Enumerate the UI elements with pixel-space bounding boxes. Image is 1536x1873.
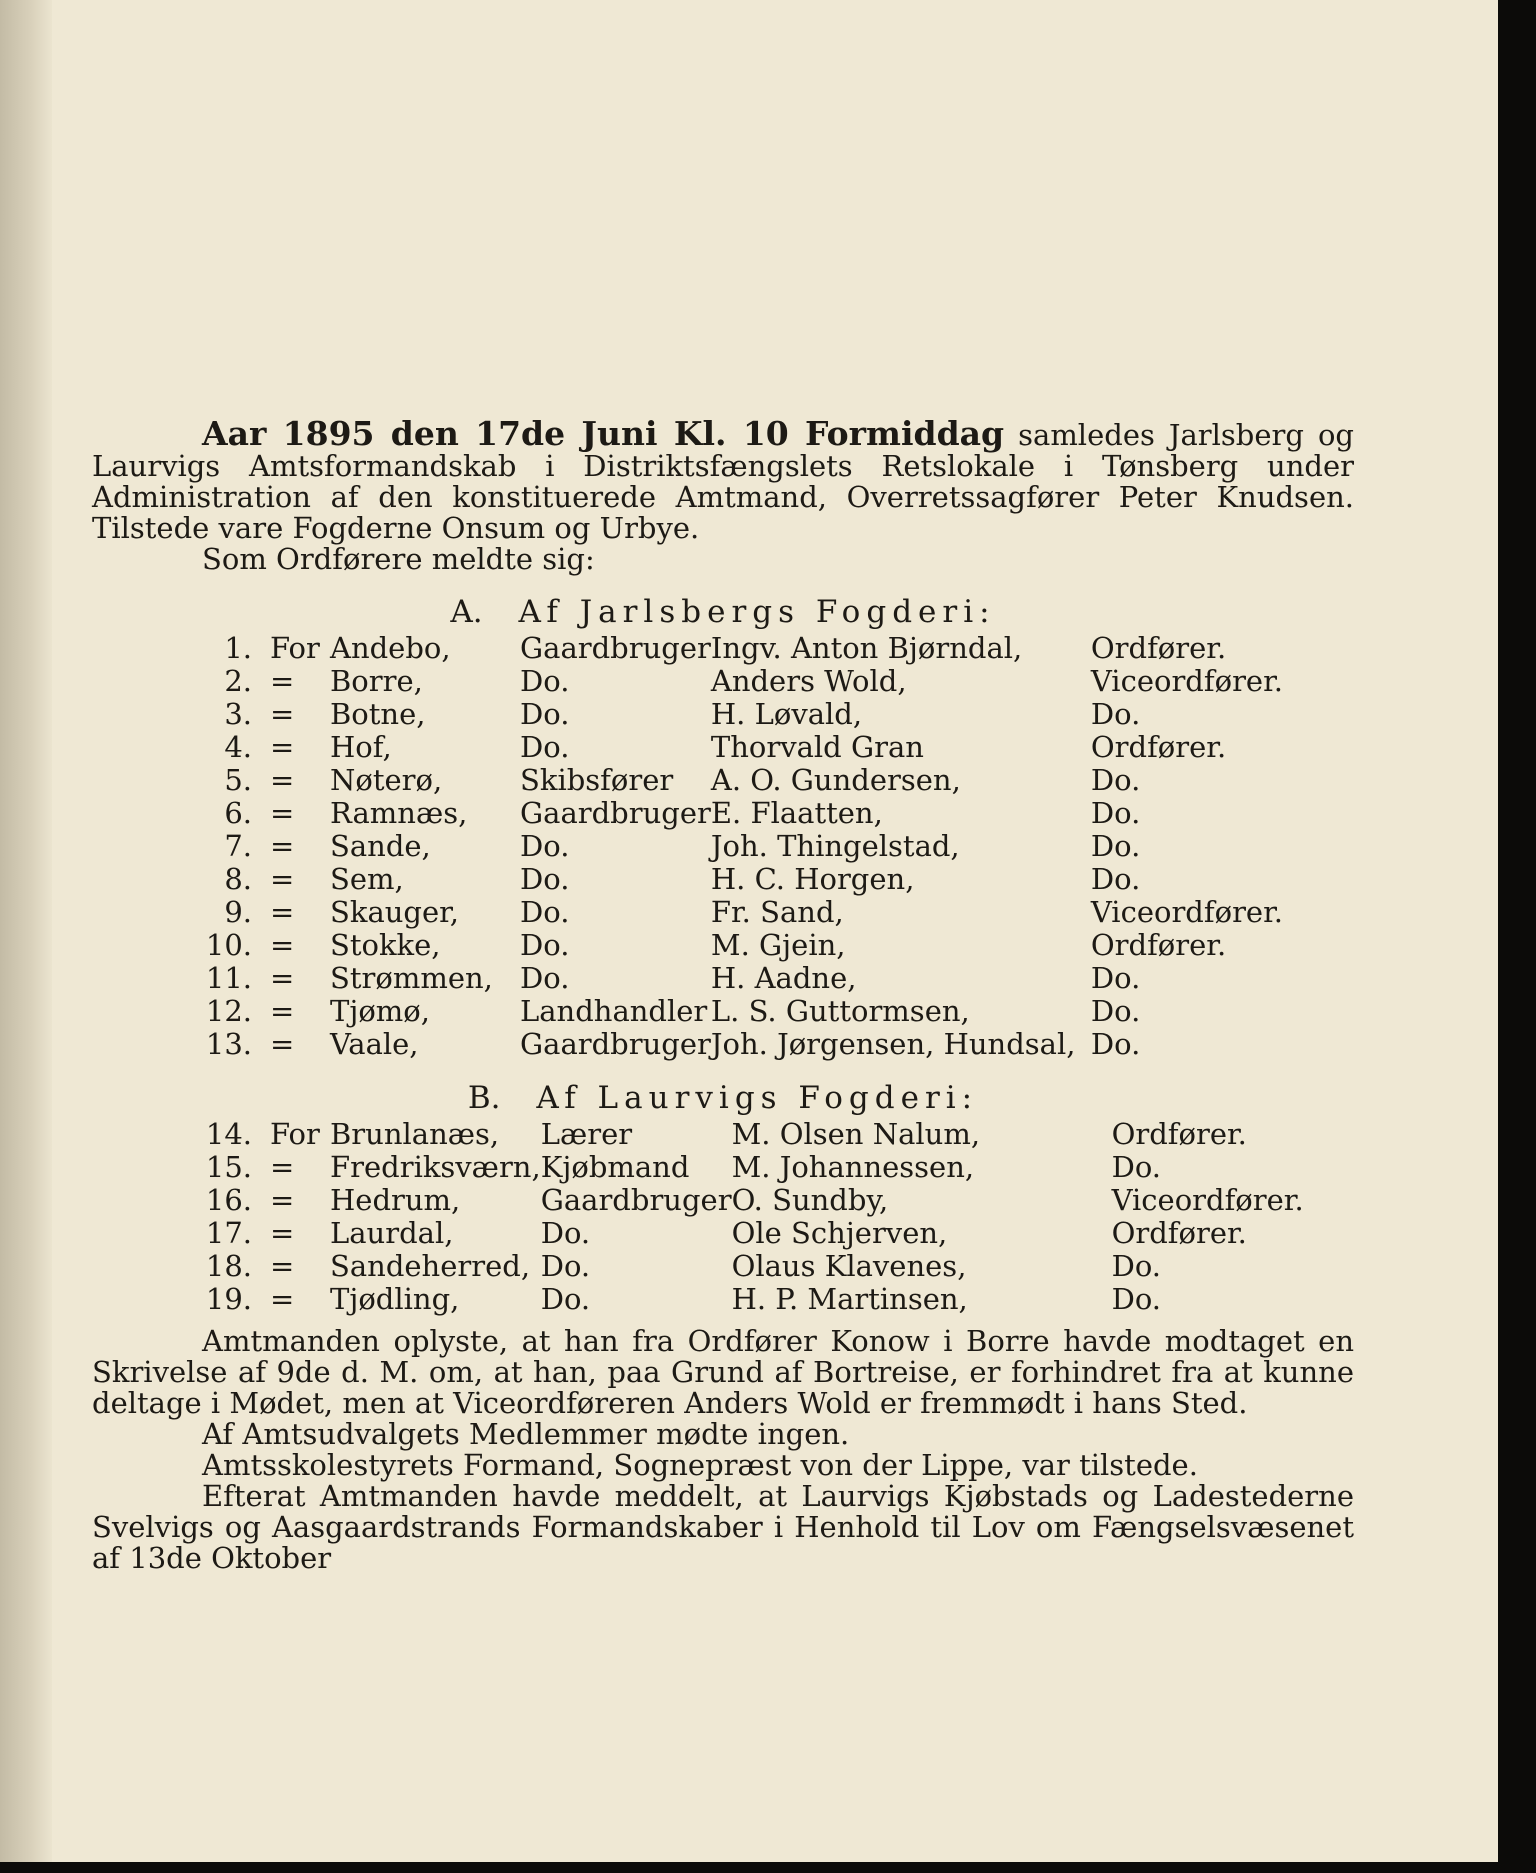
cell-occ: Gaardbruger — [520, 1027, 711, 1061]
intro-lead: Aar 1895 den 17de Juni Kl. 10 Formiddag — [202, 414, 1005, 453]
cell-num: 18. — [205, 1249, 252, 1283]
cell-occ: Do. — [520, 895, 570, 929]
cell-occ: Gaardbruger — [520, 796, 711, 830]
page-gutter-shadow — [0, 0, 52, 1862]
cell-role: Ordfører. — [1111, 1216, 1247, 1250]
cell-pre: = — [270, 1216, 295, 1250]
cell-num: 13. — [205, 1027, 252, 1061]
cell-name: Joh. Thingelstad, — [710, 829, 960, 863]
cell-role: Ordfører. — [1090, 730, 1227, 764]
table-row — [190, 698, 1283, 731]
cell-role: Viceordfører. — [1111, 1183, 1304, 1217]
cell-place: Laurdal, — [330, 1216, 454, 1250]
cell-occ: Skibsfører — [520, 763, 674, 797]
cell-pre: = — [270, 664, 295, 698]
cell-pre: = — [270, 862, 295, 896]
cell-num: 9. — [224, 895, 252, 929]
cell-num: 16. — [205, 1183, 252, 1217]
cell-occ: Do. — [540, 1249, 591, 1283]
cell-occ: Do. — [520, 961, 570, 995]
section-b-title: Af Laurvigs Fogderi: — [536, 1080, 979, 1116]
cell-place: Hof, — [330, 730, 392, 764]
cell-pre: = — [270, 895, 295, 929]
table-row — [190, 665, 1283, 698]
cell-pre: = — [270, 1282, 295, 1316]
cell-role: Ordfører. — [1111, 1117, 1247, 1151]
cell-occ: Do. — [520, 697, 570, 731]
cell-place: Ramnæs, — [330, 796, 468, 830]
cell-role: Do. — [1111, 1249, 1161, 1283]
cell-num: 2. — [224, 664, 252, 698]
document-body — [92, 414, 1354, 1575]
intro-text: samledes Jarlsberg og Laurvigs Amtsformandskab i Distriktsfængslets Retslokale i Tønsberg under Administration af den konstituerede Amtmand, Overretssagfører Peter Knudsen. Tilstede vare Fogderne Onsum og Urbye. — [92, 418, 1354, 545]
cell-num: 12. — [205, 994, 252, 1028]
cell-num: 10. — [205, 928, 252, 962]
cell-place: Sandeherred, — [330, 1249, 531, 1283]
cell-pre: = — [270, 829, 295, 863]
cell-place: Brunlanæs, — [330, 1117, 500, 1151]
cell-place: Strømmen, — [330, 961, 493, 995]
cell-num: 7. — [224, 829, 252, 863]
cell-role: Do. — [1090, 763, 1141, 797]
cell-occ: Do. — [520, 862, 570, 896]
cell-num: 14. — [205, 1117, 252, 1151]
cell-place: Sem, — [330, 862, 404, 896]
cell-pre: = — [270, 1150, 295, 1184]
cell-pre: = — [270, 928, 295, 962]
cell-place: Tjømø, — [330, 994, 430, 1028]
cell-name: Anders Wold, — [710, 664, 907, 698]
cell-pre: = — [270, 1249, 295, 1283]
intro-line2: Som Ordførere meldte sig: — [202, 542, 595, 576]
cell-role: Do. — [1090, 1027, 1141, 1061]
cell-num: 5. — [224, 763, 252, 797]
cell-pre: = — [270, 697, 295, 731]
cell-name: E. Flaatten, — [710, 796, 883, 830]
cell-role: Viceordfører. — [1090, 895, 1283, 929]
cell-occ: Lærer — [540, 1117, 633, 1151]
section-a-title: Af Jarlsbergs Fogderi: — [518, 594, 996, 630]
cell-num: 6. — [224, 796, 252, 830]
cell-pre: = — [270, 961, 295, 995]
cell-num: 19. — [205, 1282, 252, 1316]
closing-section — [92, 1326, 1354, 1574]
cell-name: H. P. Martinsen, — [731, 1282, 968, 1316]
cell-pre: = — [270, 1027, 295, 1061]
table-row — [190, 995, 1283, 1028]
cell-place: Tjødling, — [330, 1282, 460, 1316]
cell-pre: = — [270, 763, 295, 797]
cell-place: Botne, — [330, 697, 426, 731]
table-row — [190, 830, 1283, 863]
cell-place: Hedrum, — [330, 1183, 461, 1217]
section-b-table — [190, 1118, 1304, 1316]
cell-name: Fr. Sand, — [710, 895, 844, 929]
cell-num: 11. — [205, 961, 252, 995]
cell-num: 15. — [205, 1150, 252, 1184]
cell-num: 3. — [224, 697, 252, 731]
cell-role: Do. — [1090, 829, 1141, 863]
section-b-letter: B. — [467, 1080, 501, 1116]
closing-paragraph-2: Af Amtsudvalgets Medlemmer mødte ingen. — [202, 1417, 850, 1451]
cell-place: Skauger, — [330, 895, 460, 929]
table-row — [190, 1151, 1304, 1184]
cell-place: Sande, — [330, 829, 431, 863]
cell-role: Ordfører. — [1090, 928, 1227, 962]
cell-occ: Kjøbmand — [540, 1150, 690, 1184]
cell-role: Do. — [1090, 994, 1141, 1028]
cell-name: Ole Schjerven, — [731, 1216, 948, 1250]
table-row — [190, 863, 1283, 896]
table-row — [190, 797, 1283, 830]
table-row — [190, 1184, 1304, 1217]
table-row — [190, 896, 1283, 929]
cell-pre: = — [270, 1183, 295, 1217]
cell-pre: = — [270, 994, 295, 1028]
table-row — [190, 1028, 1283, 1061]
table-row — [190, 962, 1283, 995]
cell-occ: Do. — [520, 928, 570, 962]
cell-occ: Do. — [520, 664, 570, 698]
cell-role: Ordfører. — [1090, 631, 1227, 665]
cell-num: 8. — [224, 862, 252, 896]
intro-paragraph — [92, 414, 1354, 545]
table-row — [190, 1118, 1304, 1151]
cell-occ: Do. — [540, 1216, 591, 1250]
cell-occ: Do. — [520, 829, 570, 863]
cell-name: L. S. Guttormsen, — [710, 994, 970, 1028]
table-row — [190, 764, 1283, 797]
cell-occ: Landhandler — [520, 994, 708, 1028]
cell-pre: For — [270, 1117, 320, 1151]
cell-pre: = — [270, 730, 295, 764]
cell-role: Do. — [1090, 697, 1141, 731]
cell-role: Do. — [1090, 862, 1141, 896]
cell-name: Joh. Jørgensen, Hundsal, — [710, 1027, 1076, 1061]
cell-place: Andebo, — [330, 631, 451, 665]
cell-place: Borre, — [330, 664, 423, 698]
cell-name: M. Gjein, — [710, 928, 846, 962]
table-row — [190, 929, 1283, 962]
cell-name: H. C. Horgen, — [710, 862, 915, 896]
table-row — [190, 632, 1283, 665]
cell-role: Do. — [1111, 1150, 1161, 1184]
cell-name: M. Johannessen, — [731, 1150, 975, 1184]
cell-occ: Gaardbruger — [540, 1183, 732, 1217]
closing-paragraph-4: Efterat Amtmanden havde meddelt, at Laurvigs Kjøbstads og Ladestederne Svelvigs og Aasgaardstrands Formandskaber i Henhold til Lov om Fængselsvæsenet af 13de Oktober — [92, 1479, 1354, 1575]
cell-name: H. Aadne, — [710, 961, 857, 995]
cell-role: Do. — [1111, 1282, 1161, 1316]
cell-name: Thorvald Gran — [710, 730, 924, 764]
table-row — [190, 1250, 1304, 1283]
section-a-heading — [92, 594, 1354, 630]
section-a-table — [190, 632, 1283, 1061]
cell-pre: = — [270, 796, 295, 830]
cell-num: 4. — [224, 730, 252, 764]
cell-num: 17. — [205, 1216, 252, 1250]
cell-place: Stokke, — [330, 928, 441, 962]
section-b-heading — [92, 1080, 1354, 1116]
closing-paragraph-3: Amtsskolestyrets Formand, Sognepræst von der Lippe, var tilstede. — [202, 1448, 1198, 1482]
cell-pre: For — [270, 631, 320, 665]
cell-num: 1. — [224, 631, 252, 665]
cell-name: H. Løvald, — [710, 697, 863, 731]
cell-name: M. Olsen Nalum, — [731, 1117, 981, 1151]
section-a-letter: A. — [450, 594, 483, 630]
cell-name: Ingv. Anton Bjørndal, — [710, 631, 1023, 665]
cell-name: Olaus Klavenes, — [731, 1249, 967, 1283]
cell-occ: Do. — [540, 1282, 591, 1316]
cell-name: A. O. Gundersen, — [710, 763, 961, 797]
cell-place: Nøterø, — [330, 763, 443, 797]
cell-name: O. Sundby, — [731, 1183, 889, 1217]
cell-role: Do. — [1090, 961, 1141, 995]
closing-paragraph-1: Amtmanden oplyste, at han fra Ordfører Konow i Borre havde modtaget en Skrivelse af 9de d. M. om, at han, paa Grund af Bortreise, er forhindret fra at kunne deltage i Mødet, men at Viceordføreren Anders Wold er fremmødt i hans Sted. — [92, 1324, 1354, 1420]
cell-occ: Gaardbruger — [520, 631, 711, 665]
cell-place: Vaale, — [330, 1027, 419, 1061]
cell-role: Do. — [1090, 796, 1141, 830]
table-row — [190, 731, 1283, 764]
table-row — [190, 1217, 1304, 1250]
table-row — [190, 1283, 1304, 1316]
cell-role: Viceordfører. — [1090, 664, 1283, 698]
cell-occ: Do. — [520, 730, 570, 764]
cell-place: Fredriksværn, — [330, 1150, 541, 1184]
